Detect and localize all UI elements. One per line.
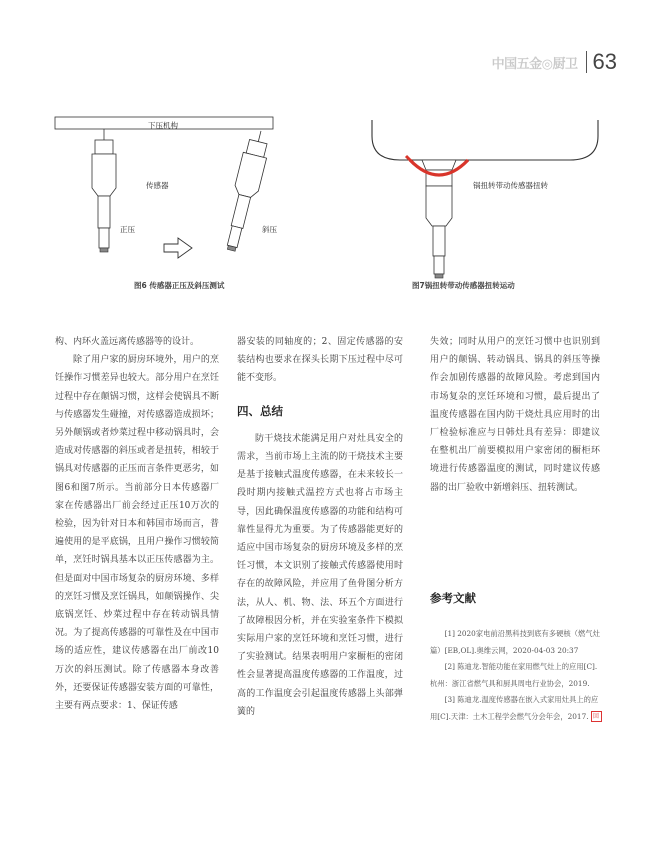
column-2 bbox=[237, 333, 403, 721]
figure-6-caption: 图6 传感器正压及斜压测试 bbox=[134, 281, 225, 290]
page-header bbox=[492, 48, 617, 76]
label-mechanism: 下压机构 bbox=[148, 121, 178, 130]
figure-7-caption: 图7锅扭转带动传感器扭转运动 bbox=[412, 281, 515, 290]
reference-item: [1] 2020家电前沿黑科技到底有多硬核（燃气灶篇）[EB,OL].奥维云网，2020-04-03 20:37 bbox=[430, 629, 600, 655]
section-heading-summary: 四、总结 bbox=[237, 403, 283, 418]
figure-6 bbox=[0, 0, 330, 300]
figure-6-drawing bbox=[0, 0, 330, 300]
page-number: 63 bbox=[592, 49, 617, 74]
label-twist: 锅扭转带动传感器扭转 bbox=[473, 181, 548, 190]
reference-item-text: [3] 陈迪龙.温度传感器在嵌入式家用灶具上的应用[C].天津：土木工程学会燃气分会年会，2017. bbox=[430, 695, 599, 721]
label-oblique: 斜压 bbox=[262, 225, 277, 234]
reference-item: [2] 陈迪龙.智能功能在家用燃气灶上的应用[C].杭州：浙江省燃气具和厨具周电行业协会，2019. bbox=[430, 662, 598, 688]
end-mark-icon: 回 bbox=[591, 711, 602, 722]
references-heading: 参考文献 bbox=[430, 591, 476, 605]
column-1 bbox=[55, 333, 219, 715]
magazine-logo: 中国五金◎厨卫 bbox=[491, 56, 578, 72]
header-divider bbox=[586, 51, 587, 73]
col2-paragraph-1: 器安装的同轴度的；2、固定传感器的安装结构也要求在探头长期下压过程中尽可能不变形。 bbox=[237, 337, 403, 384]
label-straight: 正压 bbox=[120, 225, 135, 234]
col1-paragraph-2: 除了用户家的厨房环境外，用户的烹饪操作习惯差异也较大。部分用户在烹饪过程中存在颠锅习惯，这样会使锅具不断与传感器发生碰撞，对传感器造成损坏；另外颠锅或者炒菜过程中移动锅具时，会造成对传感器的斜压或者是扭转，相较于锅具对传感器的正压而言条件更恶劣，如图6和图7所示。当前部分日本传感器厂家在传感器出厂前会经过正压10万次的检验，因为针对日本和韩国市场而言，普遍使用的是平底锅，且用户操作习惯较简单，烹饪时锅具基本以正压传感器为主。但是面对中国市场复杂的厨房环境、多样的烹饪习惯及烹饪锅具，如颠锅操作、尖底锅烹饪、炒菜过程中存在转动锅具情况。为了提高传感器的可靠性及在中国市场的适应性，建议传感器在出厂前改10万次的斜压测试。除了传感器本身改善外，还要保证传感器安装方面的可靠性，主要有两点要求：1、保证传感 bbox=[55, 355, 219, 712]
label-sensor: 传感器 bbox=[146, 181, 169, 190]
col2-paragraph-2: 防干烧技术能满足用户对灶具安全的需求，当前市场上主流的防干烧技术主要是基于接触式温度传感器，在未来较长一段时期内接触式温控方式也将占市场主导，因此确保温度传感器的功能和结构可靠性显得尤为重要。为了传感器能更好的适应中国市场复杂的厨房环境及多样的烹饪习惯，本文识别了接触式传感器使用时存在的故障风险，并应用了鱼骨图分析方法，从人、机、物、法、环五个方面进行了故障根因分析，并在实验室条件下模拟实际用户家的烹饪环境和烹饪习惯，进行了实验测试。结果表明用户家橱柜的密闭性会显著提高温度传感器的工作温度，过高的工作温度会引起温度传感器上头部弹簧的 bbox=[237, 433, 403, 717]
figure-7 bbox=[360, 100, 610, 300]
col1-paragraph-1: 构、内环火盖远离传感器等的设计。 bbox=[55, 337, 200, 347]
references-list bbox=[430, 626, 604, 725]
reference-item bbox=[430, 692, 604, 725]
figure-7-drawing bbox=[360, 100, 610, 300]
column-3 bbox=[430, 333, 600, 497]
col3-paragraph-1: 失效；同时从用户的烹饪习惯中也识别到用户的颠锅、转动锅具、锅具的斜压等操作会加剧传感器的故障风险。考虑到国内市场复杂的烹饪环境和习惯，最后提出了温度传感器在国内防干烧灶具应用时的出厂检验标准应与日韩灶具有差异：即建议在整机出厂前要模拟用户家密闭的橱柜环境进行传感器温度的测试，同时建议传感器的出厂验收中新增斜压、扭转测试。 bbox=[430, 337, 600, 493]
